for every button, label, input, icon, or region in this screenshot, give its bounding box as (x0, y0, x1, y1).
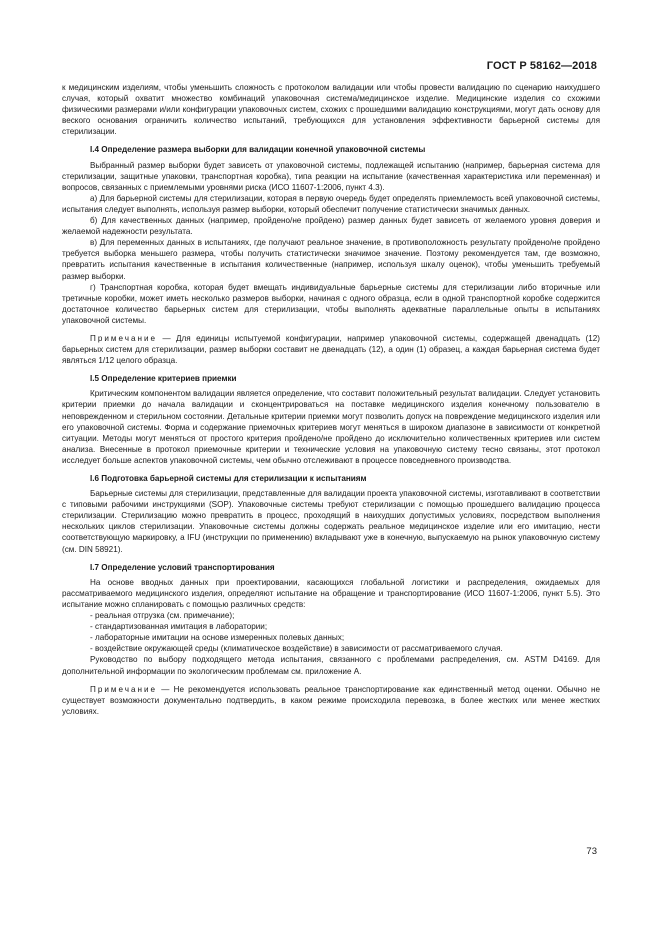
list-item: - лабораторные имитации на основе измеренных полевых данных; (90, 633, 345, 643)
list-item: - реальная отгрузка (см. примечание); (90, 611, 235, 621)
list-item: - стандартизованная имитация в лаборатории; (90, 622, 268, 632)
intro-paragraph: к медицинским изделиям, чтобы уменьшить сложность с протоколом валидации или чтобы провести валидацию по сценарию наихудшего случая, который охватит множество комбинаций упаковочная система/медицинское изделие. Медицинские изделия со схожими физическими размерами и/или конфигурации упаковочных систем, схожих с прошедшими валидацию конструкциями, могут дать основу для веского основания ограничить количество испытаний, требующихся для установления эффективности барьерной системы для стерилизации. (62, 83, 600, 137)
paragraph-item-v: в) Для переменных данных в испытаниях, где получают реальное значение, в противоположность результату пройдено/не пройдено требуется выборка меньшего размера, чтобы получить статистически значимое значение. Поэтому рекомендуется там, где возможно, превратить испытания качественные в испытания количественные (например, используя шкалу оценок), чтобы уменьшить требуемый размер выборки. (62, 238, 600, 281)
paragraph-item-g: г) Транспортная коробка, которая будет вмещать индивидуальные барьерные системы для стерилизации либо вторичные или третичные коробки, может иметь несколько размеров выборки, начиная с одного образца, если в одной транспортной коробке содержится достаточное количество барьерных систем для стерилизации, чтобы выполнять адекватные параллельные опыты в испытаниях упаковочной системы. (62, 282, 600, 325)
section-heading-i6: I.6 Подготовка барьерной системы для стерилизации к испытаниям (90, 474, 367, 483)
list-item: - воздействие окружающей среды (климатическое воздействие) в зависимости от рассматриваемого случая. (90, 644, 503, 654)
section-heading-i7: I.7 Определение условий транспортирования (90, 562, 275, 572)
dash-list (62, 610, 600, 654)
note-text: — Для единицы испытуемой конфигурации, например упаковочной системы, содержащей двенадцать (12) барьерных систем для стерилизации, размер выборки составит не двенадцать (12), а один (1) образец, а каждая барьерная система будет являться 1/12 целого образца. (62, 333, 600, 366)
paragraph: Барьерные системы для стерилизации, представленные для валидации проекта упаковочной системы, изготавливают в соответствии с типовыми рабочими инструкциями (SOP). Упаковочные системы требуют стерилизации с помощью прошедшего валидацию процесса стерилизации. Стерилизацию можно превратить в процесс, проходящий в наихудших допустимых условиях, посредством выполнения нескольких циклов стерилизации. Упаковочные системы должны содержать реальное медицинское изделие или его имитацию, нести соответствующую маркировку, а IFU (инструкции по применению) вкладывают уже в конечную, выпускаемую на рынок упаковочную систему (см. DIN 58921). (62, 489, 600, 554)
paragraph: На основе вводных данных при проектировании, касающихся глобальной логистики и распределения, ожидаемых для рассматриваемого медицинского изделия, определяют испытание на обращение и транспортирование (ИСО 11607-1:2006, пункт 5.5). Это испытание можно спланировать с помощью различных средств: (62, 577, 600, 609)
section-heading-i5: I.5 Определение критериев приемки (90, 374, 237, 384)
paragraph: Критическим компонентом валидации является определение, что составит положительный результат валидации. Следует установить критерии приемки до начала валидации и сконцентрироваться на поставке медицинского изделия конечному пользователю в неповрежденном и стерильном состоянии. Детальные критерии приемки могут позволить допуск на повреждение медицинского изделия или его упаковочной системы. Форма и содержание приемочных критериев могут меняться в широком диапазоне в зависимости от конкретной ситуации. Методы могут меняться от простого критерия пройдено/не пройдено до исключительно количественных критериев или систем анализа. Внесенные в протокол приемочные критерии и технические условия на упаковочную систему тесно связаны, этот протокол исследует больше аспектов упаковочной системы, чем обычно отслеживают в процессе повседневного производства. (62, 389, 600, 465)
page-content (62, 82, 600, 724)
section-heading-i4: I.4 Определение размера выборки для валидации конечной упаковочной системы (90, 145, 426, 155)
paragraph-item-a: а) Для барьерной системы для стерилизации, которая в первую очередь будет определять приемлемость всей упаковочной системы, испытания следует выполнять, используя размер выборки, который обеспечит получение статистически значимых данных. (62, 193, 600, 214)
note-paragraph (62, 684, 600, 717)
note-text: — Не рекомендуется использовать реальное транспортирование как единственный метод оценки. Обычно не существует возможности документально подтвердить, в каком режиме происходила перевозка, в более жестких или менее жестких условиях. (62, 684, 600, 716)
paragraph-item-b: б) Для качественных данных (например, пройдено/не пройдено) размер данных будет зависеть от желаемого уровня доверия и желаемой надежности результата. (62, 216, 600, 237)
note-paragraph (62, 333, 600, 366)
note-label: Примечание (90, 684, 158, 694)
paragraph: Руководство по выбору подходящего метода испытания, связанного с проблемами распределения, см. ASTM D4169. Для дополнительной информации по экологическим проблемам см. приложение А. (62, 655, 600, 676)
paragraph: Выбранный размер выборки будет зависеть от упаковочной системы, подлежащей испытанию (например, барьерная система для стерилизации, защитные упаковки, транспортная коробка), типа реакции на испытание (качественная характеристика или переменная) и вопросов, связанных с приемлемыми уровнями риска (ИСО 11607-1:2006, пункт 4.3). (62, 160, 600, 192)
note-label: Примечание (90, 333, 158, 343)
page-number: 73 (586, 846, 597, 857)
document-id-header: ГОСТ Р 58162—2018 (486, 60, 597, 72)
